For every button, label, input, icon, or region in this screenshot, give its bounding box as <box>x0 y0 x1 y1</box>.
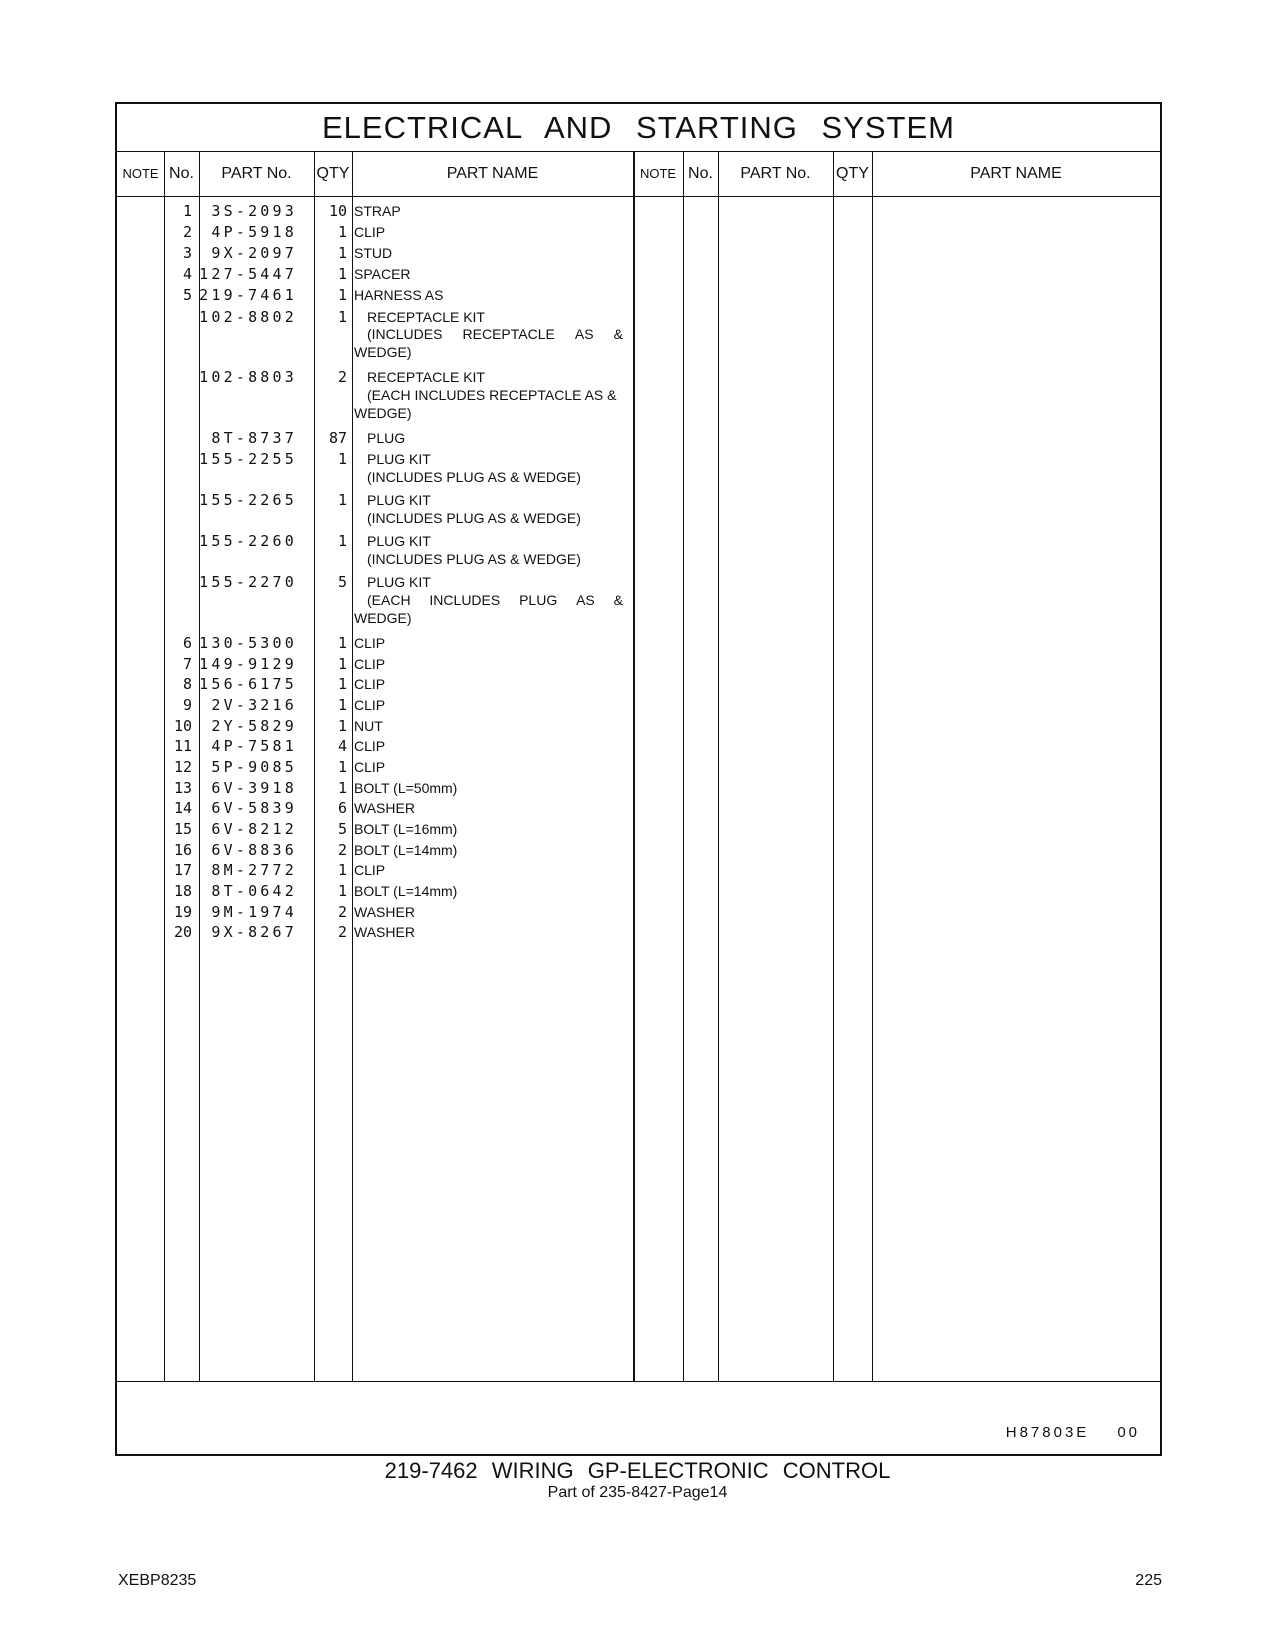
table-header-row <box>117 151 1160 197</box>
item-number: 12 <box>173 758 192 776</box>
part-name: BOLT (L=14mm) <box>354 842 458 858</box>
quantity: 6 <box>337 799 347 817</box>
drawing-code-number: H87803E <box>1005 1424 1090 1441</box>
part-number: 102-8803 <box>199 368 297 386</box>
part-number: 155-2260 <box>199 532 297 550</box>
header-part-no-right: PART No. <box>740 165 811 182</box>
item-number: 9 <box>182 696 192 714</box>
note-word: PLUG <box>519 592 558 608</box>
item-number: 10 <box>173 717 192 735</box>
quantity: 1 <box>337 655 347 673</box>
note-word: AS <box>576 592 595 608</box>
page-title: ELECTRICAL AND STARTING SYSTEM <box>117 104 1160 152</box>
note-word: INCLUDES <box>429 592 501 608</box>
part-name: PLUG KIT <box>367 451 431 467</box>
quantity: 1 <box>337 244 347 262</box>
note-word: (INCLUDES <box>367 326 443 342</box>
part-name: HARNESS AS <box>354 287 444 303</box>
part-name: BOLT (L=14mm) <box>354 883 458 899</box>
header-no-left: No. <box>169 165 194 182</box>
quantity: 1 <box>337 308 347 326</box>
item-number: 11 <box>173 737 192 755</box>
part-name: CLIP <box>354 738 386 754</box>
part-name-note: WEDGE) <box>354 405 412 421</box>
part-name: CLIP <box>354 759 386 775</box>
part-name: PLUG KIT <box>367 574 431 590</box>
part-name: PLUG <box>367 430 406 446</box>
header-part-name-right: PART NAME <box>970 165 1062 182</box>
part-number: 6V-8212 <box>211 820 297 838</box>
note-word: & <box>613 592 623 608</box>
quantity: 87 <box>328 429 347 447</box>
part-number: 155-2255 <box>199 450 297 468</box>
item-number: 6 <box>182 634 192 652</box>
part-name-note: (INCLUDES PLUG AS & WEDGE) <box>367 469 581 485</box>
part-name: CLIP <box>354 656 386 672</box>
part-name: WASHER <box>354 800 415 816</box>
quantity: 1 <box>337 758 347 776</box>
part-name: RECEPTACLE KIT <box>367 369 485 385</box>
quantity: 1 <box>337 717 347 735</box>
part-name: PLUG KIT <box>367 492 431 508</box>
table-bottom-divider <box>117 1381 1160 1382</box>
header-qty-right: QTY <box>836 165 869 182</box>
drawing-code <box>1006 1424 1140 1441</box>
quantity: 4 <box>337 737 347 755</box>
part-name: CLIP <box>354 676 386 692</box>
part-number: 156-6175 <box>199 675 297 693</box>
part-name: WASHER <box>354 924 415 940</box>
header-part-name-left: PART NAME <box>446 165 539 182</box>
quantity: 1 <box>337 675 347 693</box>
item-number: 4 <box>182 265 192 283</box>
item-number: 19 <box>173 903 192 921</box>
item-number: 3 <box>182 244 192 262</box>
quantity: 2 <box>337 368 347 386</box>
quantity: 1 <box>337 286 347 304</box>
part-number: 155-2270 <box>199 573 297 591</box>
header-note-right: NOTE <box>639 166 677 181</box>
part-number: 4P-5918 <box>211 223 297 241</box>
part-name-note: (EACH INCLUDES RECEPTACLE AS & <box>367 387 617 403</box>
part-name: BOLT (L=16mm) <box>354 821 458 837</box>
part-number: 155-2265 <box>199 491 297 509</box>
part-number: 8T-8737 <box>211 429 297 447</box>
part-name: CLIP <box>354 697 386 713</box>
part-name: BOLT (L=50mm) <box>354 780 458 796</box>
quantity: 1 <box>337 634 347 652</box>
part-name: SPACER <box>354 266 411 282</box>
part-name-note: WEDGE) <box>354 344 412 360</box>
quantity: 2 <box>337 841 347 859</box>
item-number: 5 <box>182 286 192 304</box>
item-number: 17 <box>173 861 192 879</box>
part-name: NUT <box>354 718 383 734</box>
item-number: 16 <box>173 841 192 859</box>
header-note-left: NOTE <box>122 166 159 181</box>
item-number: 15 <box>173 820 192 838</box>
quantity: 1 <box>337 265 347 283</box>
part-number: 2V-3216 <box>211 696 297 714</box>
part-name-note: (INCLUDES PLUG AS & WEDGE) <box>367 510 581 526</box>
column-divider <box>833 151 834 1381</box>
part-name: STRAP <box>354 203 401 219</box>
column-divider <box>718 151 719 1381</box>
quantity: 1 <box>337 491 347 509</box>
document-id: XEBP8235 <box>118 1572 197 1589</box>
quantity: 1 <box>337 450 347 468</box>
part-number: 2Y-5829 <box>211 717 297 735</box>
note-word: & <box>613 326 623 342</box>
part-number: 6V-3918 <box>211 779 297 797</box>
item-number: 2 <box>182 223 192 241</box>
quantity: 1 <box>337 696 347 714</box>
drawing-revision: 00 <box>1117 1424 1140 1441</box>
note-word: RECEPTACLE <box>462 326 555 342</box>
part-name: RECEPTACLE KIT <box>367 309 485 325</box>
quantity: 1 <box>337 223 347 241</box>
column-divider <box>352 151 353 1381</box>
quantity: 5 <box>337 820 347 838</box>
note-word: AS <box>574 326 594 342</box>
part-number: 149-9129 <box>199 655 297 673</box>
part-number: 102-8802 <box>199 308 297 326</box>
group-subtitle: Part of 235-8427-Page14 <box>547 1484 728 1501</box>
part-number: 127-5447 <box>199 265 297 283</box>
part-name-note <box>367 591 623 610</box>
header-part-no-left: PART No. <box>221 165 292 182</box>
column-divider <box>633 151 635 1381</box>
part-name: CLIP <box>354 224 386 240</box>
parts-table-frame <box>115 102 1162 1456</box>
quantity: 10 <box>328 202 347 220</box>
quantity: 2 <box>337 903 347 921</box>
quantity: 5 <box>337 573 347 591</box>
quantity: 2 <box>337 923 347 941</box>
column-divider <box>683 151 684 1381</box>
part-number: 3S-2093 <box>211 202 297 220</box>
header-qty-left: QTY <box>316 165 350 182</box>
item-number: 14 <box>173 799 192 817</box>
part-number: 9X-8267 <box>211 923 297 941</box>
quantity: 1 <box>337 532 347 550</box>
item-number: 18 <box>173 882 192 900</box>
page-number: 225 <box>1135 1572 1162 1589</box>
part-name-note: (INCLUDES PLUG AS & WEDGE) <box>367 551 581 567</box>
part-name: PLUG KIT <box>367 533 431 549</box>
part-number: 6V-5839 <box>211 799 297 817</box>
part-number: 4P-7581 <box>211 737 297 755</box>
part-name-note <box>367 325 623 344</box>
part-name: WASHER <box>354 904 415 920</box>
part-number: 5P-9085 <box>211 758 297 776</box>
part-number: 8M-2772 <box>211 861 297 879</box>
column-divider <box>872 151 873 1381</box>
part-name: STUD <box>354 245 393 261</box>
header-no-right: No. <box>688 165 713 182</box>
group-title: 219-7462 WIRING GP-ELECTRONIC CONTROL <box>384 1458 891 1483</box>
item-number: 7 <box>182 655 192 673</box>
item-number: 13 <box>173 779 192 797</box>
part-number: 219-7461 <box>199 286 297 304</box>
part-number: 9M-1974 <box>211 903 297 921</box>
part-name-note: WEDGE) <box>354 610 412 626</box>
part-number: 8T-0642 <box>211 882 297 900</box>
note-word: (EACH <box>367 592 411 608</box>
part-name: CLIP <box>354 862 386 878</box>
part-name: CLIP <box>354 635 386 651</box>
part-number: 6V-8836 <box>211 841 297 859</box>
part-number: 9X-2097 <box>211 244 297 262</box>
quantity: 1 <box>337 779 347 797</box>
part-number: 130-5300 <box>199 634 297 652</box>
item-number: 1 <box>182 202 192 220</box>
quantity: 1 <box>337 861 347 879</box>
quantity: 1 <box>337 882 347 900</box>
item-number: 8 <box>182 675 192 693</box>
item-number: 20 <box>173 923 192 941</box>
